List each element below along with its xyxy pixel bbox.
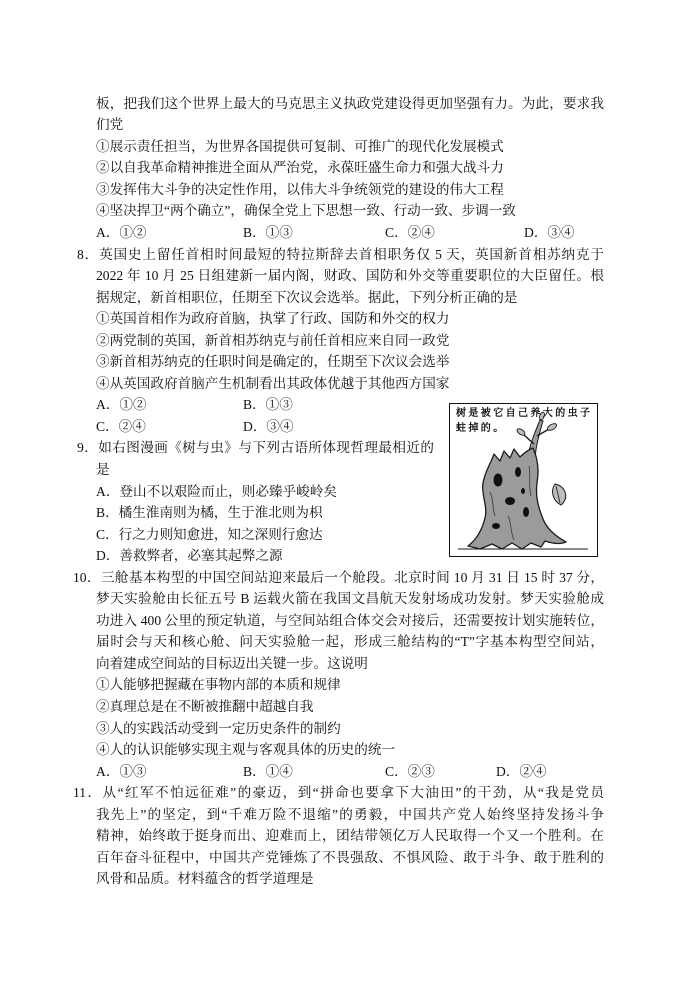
q9-stem-line-1	[77, 437, 434, 459]
worm-hole	[523, 507, 529, 517]
q11-stem-line-1	[73, 782, 604, 804]
worm-hole	[492, 523, 500, 529]
q8-stem-line-1	[77, 244, 604, 266]
q7-option-c: C．②④	[385, 224, 435, 240]
q7-stem-line-2: 们党	[96, 117, 124, 133]
q9-option-d: D．善救弊者，必塞其起弊之源	[96, 548, 283, 564]
q8-option-d: D．③④	[243, 418, 294, 434]
q9-stem-line-2: 是	[96, 461, 110, 477]
q7-option-b: B．①③	[243, 224, 293, 240]
q8-stem-text: 英国史上留任首相时间最短的特拉斯辞去首相职务仅 5 天，英国新首相苏纳克于	[99, 246, 605, 262]
tree-and-worm-cartoon	[449, 403, 598, 557]
worm-hole	[494, 474, 503, 487]
q7-item-1: ①展示责任担当，为世界各国提供可复制、可推广的现代化发展模式	[96, 138, 504, 154]
q10-item-4: ④人的认识能够实现主观与客观具体的历史的统一	[96, 742, 396, 758]
q10-item-1: ①人能够把握藏在事物内部的本质和规律	[96, 677, 341, 693]
q7-stem-line-1: 板，把我们这个世界上最大的马克思主义执政党建设得更加坚强有力。为此，要求我	[96, 95, 604, 111]
cartoon-caption	[456, 406, 592, 436]
q7-option-a: A．①②	[96, 224, 147, 240]
q10-number: 10．	[73, 569, 101, 585]
q11-stem-line-5: 风骨和品质。材料蕴含的哲学道理是	[96, 871, 314, 887]
q8-stem-line-3: 据规定，新首相职位，任期至下次议会选举。据此，下列分析正确的是	[96, 289, 518, 305]
q11-stem-text: 从“红军不怕远征难”的豪迈，到“拼命也要拿下大油田”的干劲，从“我是党员	[102, 785, 605, 801]
q10-stem-line-3: 功进入 400 公里的预定轨道，与空间站组合体交会对接后，还需要按计划实施转位，	[96, 612, 604, 628]
q9-option-a: A．登山不以艰险而止，则必臻乎峻岭矣	[96, 483, 337, 499]
q8-option-a: A．①②	[96, 397, 147, 413]
q8-stem-line-2: 2022 年 10 月 25 日组建新一届内阁，财政、国防和外交等重要职位的大臣留任。根	[96, 268, 604, 284]
q10-stem-line-1	[73, 567, 604, 589]
q11-stem-line-3: 精神，始终敢于挺身而出、迎难而上，团结带领亿万人民取得一个又一个胜利。在	[96, 828, 604, 844]
q8-item-3: ③新首相苏纳克的任职时间是确定的，任期至下次议会选举	[96, 354, 450, 370]
q7-option-d: D．③④	[524, 224, 575, 240]
q10-option-a: A．①③	[96, 763, 147, 779]
worm-hole	[515, 467, 521, 477]
q10-option-c: C．②③	[385, 763, 435, 779]
q7-item-2: ②以自我革命精神推进全面从严治党，永葆旺盛生命力和强大战斗力	[96, 160, 504, 176]
q10-stem-line-4: 届时会与天和核心舱、问天实验舱一起，形成三舱结构的“T”字基本构型空间站，	[96, 634, 604, 650]
worm-hole	[521, 488, 525, 494]
q9-number: 9．	[77, 440, 99, 456]
q10-stem-line-2: 梦天实验舱由长征五号 B 运载火箭在我国文昌航天发射场成功发射。梦天实验舱成	[96, 591, 604, 607]
q7-options	[96, 222, 604, 244]
q10-stem-text: 三舱基本构型的中国空间站迎来最后一个舱段。北京时间 10 月 31 日 15 时 37 分，	[100, 569, 605, 585]
q8-item-4: ④从英国政府首脑产生机制看出其政体优越于其他西方国家	[96, 375, 450, 391]
q7-item-3: ③发挥伟大斗争的决定性作用，以伟大斗争统领党的建设的伟大工程	[96, 181, 504, 197]
q10-item-3: ③人的实践活动受到一定历史条件的制约	[96, 720, 341, 736]
q8-item-2: ②两党制的英国，新首相苏纳克与前任首相应来自同一政党	[96, 332, 450, 348]
worm-hole	[505, 497, 515, 505]
q11-stem-line-4: 百年奋斗征程中，中国共产党锤炼了不畏强敌、不惧风险、敢于斗争、敢于胜利的	[96, 849, 604, 865]
q8-option-b: B．①③	[243, 397, 293, 413]
q9-option-b: B．橘生淮南则为橘，生于淮北则为枳	[96, 505, 323, 521]
q9-stem-text: 如右图漫画《树与虫》与下列古语所体现哲理最相近的	[98, 440, 435, 456]
q10-stem-line-5: 向着建成空间站的目标迈出关键一步。这说明	[96, 655, 368, 671]
q10-item-2: ②真理总是在不断被推翻中超越自我	[96, 699, 314, 714]
q9-option-c: C．行之力则知愈进，知之深则行愈达	[96, 526, 323, 542]
q10-option-d: D．②④	[496, 763, 547, 779]
cartoon-caption-line-2: 蛀掉的。	[456, 423, 506, 434]
q7-item-4: ④坚决捍卫“两个确立”，确保全党上下思想一致、行动一致、步调一致	[96, 203, 516, 219]
q10-option-b: B．①④	[243, 763, 293, 779]
q8-item-1: ①英国首相作为政府首脑，执掌了行政、国防和外交的权力	[96, 311, 450, 327]
falling-leaf-icon	[553, 484, 566, 505]
q8-option-c: C．②④	[96, 418, 146, 434]
tree-trunk	[468, 448, 566, 549]
q8-number: 8．	[77, 246, 100, 262]
q11-number: 11．	[73, 785, 103, 801]
cartoon-caption-line-1: 树是被它自己养大的虫子	[456, 408, 593, 419]
q11-stem-line-2: 我先上”的坚定，到“千难万险不退缩”的勇毅，中国共产党人始终坚持发扬斗争	[96, 806, 604, 822]
q10-options	[96, 761, 604, 783]
